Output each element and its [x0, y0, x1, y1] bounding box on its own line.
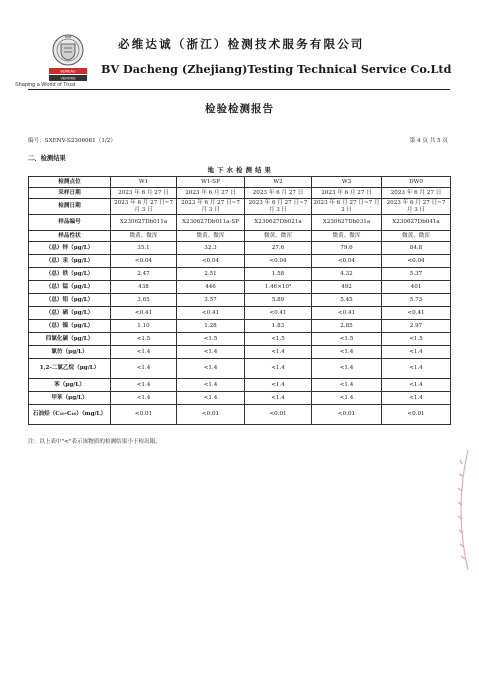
table-cell: 微黄、微浑 — [111, 231, 177, 242]
table-cell: <1.5 — [245, 333, 312, 346]
company-tagline: Shaping a World of Trust — [15, 82, 76, 88]
table-cell: <0.01 — [245, 405, 312, 425]
table-cell: <1.4 — [245, 379, 312, 392]
table-row — [29, 255, 451, 268]
row-label: 氯仿（μg/L） — [29, 346, 111, 359]
table-cell: 32.3 — [177, 242, 245, 255]
company-name-en: BV Dacheng (Zhejiang)Testing Technical Service Co.Ltd — [101, 62, 452, 76]
table-cell: <1.4 — [111, 392, 177, 405]
table-cell: 492 — [312, 281, 382, 294]
row-label: （总）锰（μg/L） — [29, 281, 111, 294]
table-row — [29, 231, 451, 242]
row-label: 四氯化碳（μg/L） — [29, 333, 111, 346]
table-cell: <1.4 — [382, 346, 451, 359]
table-cell: X230627Db031a — [312, 215, 382, 231]
table-cell: <1.4 — [177, 392, 245, 405]
table-cell: 2.47 — [111, 268, 177, 281]
table-cell: 2023 年 6 月 27 日~7 月 3 日 — [245, 199, 312, 215]
column-header: W2 — [245, 177, 312, 188]
column-header: W1 — [111, 177, 177, 188]
report-number: 编号：SXENV-S2306061（1/2） — [28, 138, 116, 144]
report-title: 检验检测报告 — [205, 103, 274, 115]
table-row — [29, 199, 451, 215]
table-cell: X230627Db021a — [245, 215, 312, 231]
table-cell: <0.01 — [312, 405, 382, 425]
table-cell: 401 — [382, 281, 451, 294]
table-row — [29, 392, 451, 405]
table-cell: 1.28 — [177, 320, 245, 333]
table-cell: <0.01 — [111, 405, 177, 425]
table-cell: <1.4 — [245, 346, 312, 359]
table-cell: <1.4 — [177, 379, 245, 392]
table-cell: 438 — [111, 281, 177, 294]
table-cell: 2.97 — [382, 320, 451, 333]
logo-text-bottom: VERITAS — [60, 76, 76, 81]
table-cell: 2.85 — [312, 320, 382, 333]
table-cell: 2023 年 6 月 27 日 — [382, 188, 451, 199]
table-cell: <1.4 — [382, 379, 451, 392]
table-cell: <1.4 — [111, 346, 177, 359]
row-label: （总）锌（μg/L） — [29, 242, 111, 255]
logo-year: 1828 — [64, 35, 72, 39]
table-title: 地 下 水 检 测 结 果 — [207, 167, 272, 174]
table-cell: 79.6 — [312, 242, 382, 255]
table-row — [29, 307, 451, 320]
table-cell: <0.04 — [382, 255, 451, 268]
table-cell: <1.5 — [312, 333, 382, 346]
table-cell: 35.1 — [111, 242, 177, 255]
table-cell: 2023 年 6 月 27 日 — [111, 188, 177, 199]
table-cell: <1.5 — [177, 333, 245, 346]
row-label: 石油烃（C₁₀-C₄₀）（mg/L） — [29, 405, 111, 425]
table-cell: <0.41 — [245, 307, 312, 320]
table-cell: 1.10 — [111, 320, 177, 333]
row-label: （总）铁（μg/L） — [29, 268, 111, 281]
column-header: 检测点位 — [29, 177, 111, 188]
table-cell: 84.8 — [382, 242, 451, 255]
row-label: （总）汞（μg/L） — [29, 255, 111, 268]
column-header: DW0 — [382, 177, 451, 188]
row-label: 样品编号 — [29, 215, 111, 231]
table-cell: <0.41 — [312, 307, 382, 320]
table-note: 注：以上表中"<"表示该物质的检测结果小于检出限。 — [28, 439, 161, 445]
table-cell: 27.6 — [245, 242, 312, 255]
table-cell: <1.4 — [312, 379, 382, 392]
table-cell: 1.46×10³ — [245, 281, 312, 294]
table-cell: 2023 年 6 月 27 日 — [177, 188, 245, 199]
table-cell: <0.04 — [245, 255, 312, 268]
table-cell: <1.5 — [111, 333, 177, 346]
row-label: （总）镍（μg/L） — [29, 320, 111, 333]
table-cell: 2023 年 6 月 27 日~7 月 3 日 — [313, 200, 380, 213]
table-row — [29, 359, 451, 379]
table-cell: 3.57 — [177, 294, 245, 307]
table-row — [29, 188, 451, 199]
table-cell: <0.01 — [177, 405, 245, 425]
table-cell: <0.01 — [382, 405, 451, 425]
table-row — [29, 242, 451, 255]
table-cell: <0.04 — [111, 255, 177, 268]
column-header: W1-SP — [177, 177, 245, 188]
table-cell: X230627Db011a — [111, 215, 177, 231]
table-cell: <1.4 — [312, 346, 382, 359]
table-cell: 1.58 — [245, 268, 312, 281]
table-cell: <1.4 — [382, 392, 451, 405]
table-cell: <0.41 — [177, 307, 245, 320]
table-cell: 2023 年 6 月 27 日~7 月 3 日 — [382, 199, 451, 215]
results-table — [28, 176, 451, 425]
table-cell: 5.45 — [312, 294, 382, 307]
table-cell: <1.4 — [382, 359, 451, 379]
table-cell: <1.4 — [312, 392, 382, 405]
column-header: W3 — [312, 177, 382, 188]
table-cell: <1.4 — [245, 359, 312, 379]
table-cell: 微黄、微浑 — [245, 231, 312, 242]
row-label: 采样日期 — [29, 188, 111, 199]
table-cell: <0.04 — [177, 255, 245, 268]
table-cell: 2023 年 6 月 27 日 — [245, 188, 312, 199]
table-cell: 5.89 — [245, 294, 312, 307]
table-cell: 微黄、微浑 — [312, 231, 382, 242]
row-label: （总）硒（μg/L） — [29, 307, 111, 320]
row-label: 甲苯（μg/L） — [29, 392, 111, 405]
company-seal-stamp — [450, 450, 472, 570]
table-cell: 2023 年 6 月 27 日~7 月 3 日 — [111, 199, 177, 215]
table-cell: 4.32 — [312, 268, 382, 281]
table-cell: <1.4 — [111, 379, 177, 392]
table-cell: <1.4 — [111, 359, 177, 379]
table-row — [29, 215, 451, 231]
table-cell: <1.5 — [382, 333, 451, 346]
table-row — [29, 294, 451, 307]
table-cell: <0.04 — [312, 255, 382, 268]
row-label: 苯（μg/L） — [29, 379, 111, 392]
table-cell: <1.4 — [177, 346, 245, 359]
row-label: 1,2-二氯乙烷（μg/L） — [29, 359, 111, 379]
table-row — [29, 320, 451, 333]
table-header-row — [29, 177, 451, 188]
table-cell: 2023 年 6 月 27 日 — [312, 188, 382, 199]
table-cell: 微黄、微浑 — [177, 231, 245, 242]
page-number: 第 4 页 共 5 页 — [409, 138, 448, 144]
table-cell: <0.41 — [382, 307, 451, 320]
table-cell: <0.41 — [111, 307, 177, 320]
table-cell: X230627Db041a — [382, 215, 451, 231]
row-label: 检测日期 — [29, 199, 111, 215]
table-cell: 1.83 — [245, 320, 312, 333]
logo-text-top: BUREAU — [60, 69, 76, 74]
table-row — [29, 379, 451, 392]
header-divider — [28, 89, 450, 90]
table-cell: <1.4 — [245, 392, 312, 405]
table-cell: X230627Db011a-SP — [177, 215, 245, 231]
table-row — [29, 405, 451, 425]
table-cell: <1.4 — [312, 359, 382, 379]
row-label: （总）铝（μg/L） — [29, 294, 111, 307]
table-cell: 446 — [177, 281, 245, 294]
row-label: 样品性状 — [29, 231, 111, 242]
table-cell: 5.37 — [382, 268, 451, 281]
company-name-cn: 必维达诚（浙江）检测技术服务有限公司 — [118, 37, 365, 51]
table-cell: 3.65 — [111, 294, 177, 307]
table-row — [29, 281, 451, 294]
table-row — [29, 346, 451, 359]
table-cell: 2.51 — [177, 268, 245, 281]
table-cell: 微黄、微浑 — [382, 231, 451, 242]
section-title: 二、检测结果 — [28, 155, 66, 162]
table-row — [29, 333, 451, 346]
table-row — [29, 268, 451, 281]
table-cell: 5.73 — [382, 294, 451, 307]
table-cell: 2023 年 6 月 27 日~7 月 3 日 — [177, 199, 245, 215]
table-cell: <1.4 — [177, 359, 245, 379]
bureau-veritas-logo — [42, 30, 94, 86]
